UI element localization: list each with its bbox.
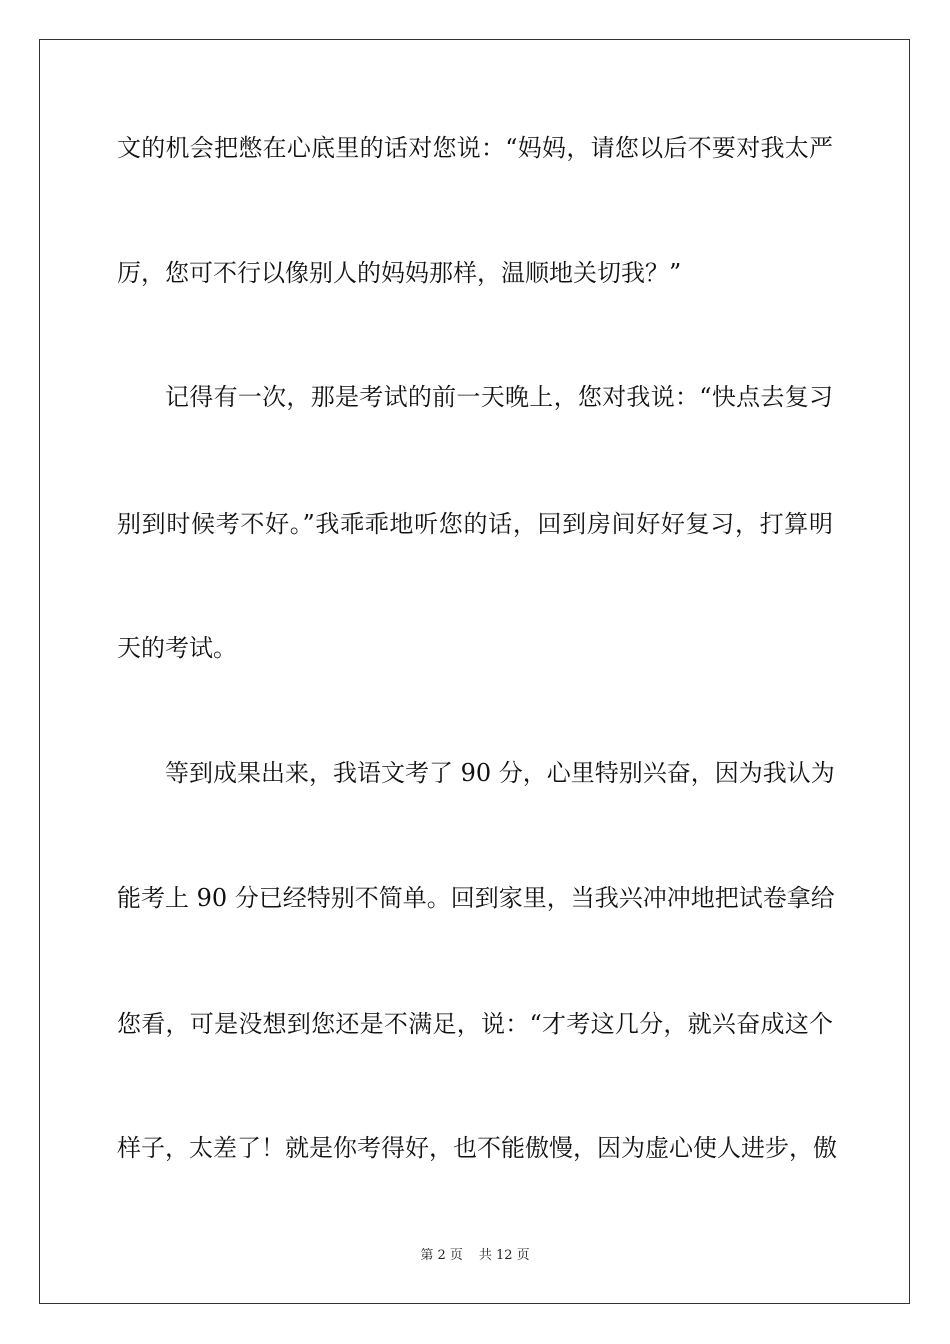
text-line-8: 您看，可是没想到您还是不满足，说：“才考这几分，就兴奋成这个	[117, 1010, 833, 1038]
text-line-7: 能考上 90 分已经特别不简单。回到家里，当我兴冲冲地把试卷拿给	[117, 884, 835, 912]
text-line-3: 记得有一次，那是考试的前一天晚上，您对我说：“快点去复习	[165, 383, 833, 411]
text-line-2: 厉，您可不行以像别人的妈妈那样，温顺地关切我？”	[117, 259, 682, 287]
page-total: 共 12 页	[478, 1248, 530, 1263]
text-line-5: 天的考试。	[117, 634, 237, 662]
page-number: 第 2 页	[420, 1248, 463, 1263]
page-border	[39, 39, 910, 1304]
text-line-9: 样子，太差了！就是你考得好，也不能傲慢，因为虚心使人进步，傲	[117, 1134, 837, 1162]
text-line-6: 等到成果出来，我语文考了 90 分，心里特别兴奋，因为我认为	[165, 759, 835, 787]
page-footer	[0, 1247, 950, 1265]
text-line-1: 文的机会把憋在心底里的话对您说：“妈妈，请您以后不要对我太严	[117, 134, 833, 162]
text-line-4: 别到时候考不好。”我乖乖地听您的话，回到房间好好复习，打算明	[117, 510, 833, 538]
